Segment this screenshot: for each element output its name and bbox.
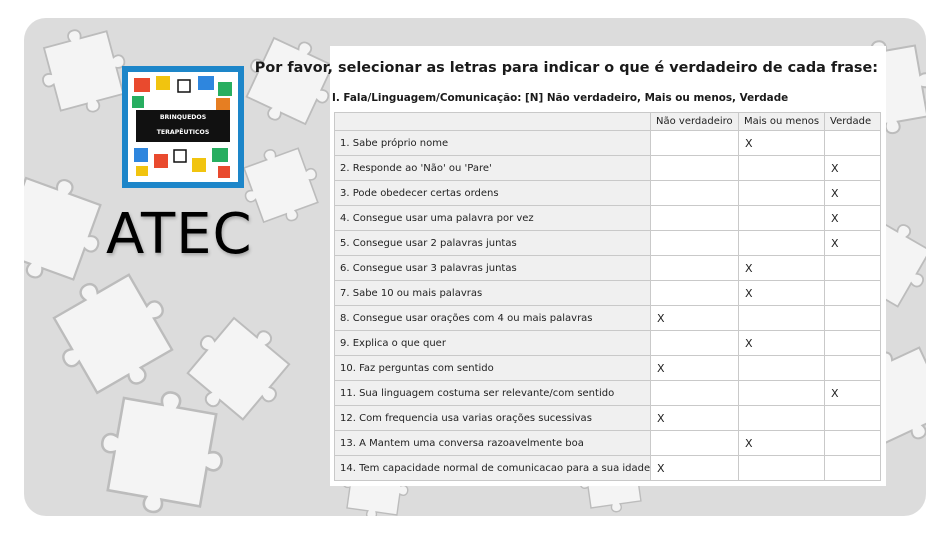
answer-cell-mais-ou-menos[interactable] [739, 231, 825, 256]
answer-cell-nao-verdadeiro[interactable] [651, 281, 739, 306]
question-label: 12. Com frequencia usa varias orações sucessivas [335, 406, 651, 431]
answer-cell-verdade[interactable]: X [825, 206, 881, 231]
table-row [335, 156, 881, 181]
answer-cell-verdade[interactable]: X [825, 231, 881, 256]
slide-heading: ATEC [106, 202, 253, 267]
answer-cell-mais-ou-menos[interactable] [739, 456, 825, 481]
table-row [335, 131, 881, 156]
question-label: 1. Sabe próprio nome [335, 131, 651, 156]
brand-name-line2: TERAPÊUTICOS [156, 129, 210, 136]
table-row [335, 306, 881, 331]
column-header-mais-ou-menos: Mais ou menos [739, 113, 825, 131]
section-title: I. Fala/Linguagem/Comunicação: [N] Não verdadeiro, Mais ou menos, Verdade [332, 92, 789, 104]
column-header-item [335, 113, 651, 131]
answer-cell-mais-ou-menos[interactable] [739, 206, 825, 231]
brand-logo [122, 66, 244, 188]
answer-cell-mais-ou-menos[interactable] [739, 181, 825, 206]
answer-cell-verdade[interactable]: X [825, 156, 881, 181]
answer-cell-mais-ou-menos[interactable]: X [739, 256, 825, 281]
answer-cell-mais-ou-menos[interactable]: X [739, 431, 825, 456]
answer-cell-mais-ou-menos[interactable]: X [739, 131, 825, 156]
answer-cell-mais-ou-menos[interactable]: X [739, 331, 825, 356]
answer-cell-nao-verdadeiro[interactable] [651, 381, 739, 406]
table-row [335, 281, 881, 306]
answer-cell-mais-ou-menos[interactable] [739, 156, 825, 181]
answer-cell-mais-ou-menos[interactable] [739, 406, 825, 431]
question-label: 5. Consegue usar 2 palavras juntas [335, 231, 651, 256]
question-label: 7. Sabe 10 ou mais palavras [335, 281, 651, 306]
table-row [335, 381, 881, 406]
column-header-verdade: Verdade [825, 113, 881, 131]
answer-cell-nao-verdadeiro[interactable] [651, 431, 739, 456]
answer-cell-nao-verdadeiro[interactable] [651, 331, 739, 356]
answer-cell-verdade[interactable]: X [825, 181, 881, 206]
answer-cell-verdade[interactable] [825, 281, 881, 306]
answer-cell-mais-ou-menos[interactable] [739, 306, 825, 331]
answer-cell-nao-verdadeiro[interactable]: X [651, 306, 739, 331]
table-row [335, 256, 881, 281]
questionnaire-panel [254, 46, 886, 486]
question-label: 4. Consegue usar uma palavra por vez [335, 206, 651, 231]
question-label: 11. Sua linguagem costuma ser relevante/com sentido [335, 381, 651, 406]
answer-cell-nao-verdadeiro[interactable] [651, 156, 739, 181]
question-label: 10. Faz perguntas com sentido [335, 356, 651, 381]
brand-logo-inner [128, 72, 238, 182]
answer-cell-mais-ou-menos[interactable] [739, 356, 825, 381]
answer-cell-mais-ou-menos[interactable]: X [739, 281, 825, 306]
table-row [335, 406, 881, 431]
table-row [335, 231, 881, 256]
column-header-nao-verdadeiro: Não verdadeiro [651, 113, 739, 131]
form-title: Por favor, selecionar as letras para indicar o que é verdadeiro de cada frase: [254, 60, 878, 76]
answer-cell-nao-verdadeiro[interactable] [651, 206, 739, 231]
question-label: 9. Explica o que quer [335, 331, 651, 356]
brand-name [136, 110, 230, 142]
answer-cell-nao-verdadeiro[interactable]: X [651, 456, 739, 481]
table-header-row [335, 113, 881, 131]
answer-cell-nao-verdadeiro[interactable] [651, 231, 739, 256]
answer-cell-verdade[interactable] [825, 306, 881, 331]
answer-cell-nao-verdadeiro[interactable]: X [651, 356, 739, 381]
question-label: 8. Consegue usar orações com 4 ou mais palavras [335, 306, 651, 331]
table-row [335, 206, 881, 231]
answer-cell-nao-verdadeiro[interactable]: X [651, 406, 739, 431]
table-row [335, 181, 881, 206]
answer-cell-nao-verdadeiro[interactable] [651, 181, 739, 206]
question-label: 2. Responde ao 'Não' ou 'Pare' [335, 156, 651, 181]
questionnaire-table [334, 112, 881, 481]
question-label: 3. Pode obedecer certas ordens [335, 181, 651, 206]
answer-cell-verdade[interactable] [825, 331, 881, 356]
answer-cell-verdade[interactable] [825, 356, 881, 381]
answer-cell-nao-verdadeiro[interactable] [651, 131, 739, 156]
question-label: 14. Tem capacidade normal de comunicacao para a sua idade [335, 456, 651, 481]
table-row [335, 331, 881, 356]
answer-cell-verdade[interactable] [825, 406, 881, 431]
question-label: 6. Consegue usar 3 palavras juntas [335, 256, 651, 281]
answer-cell-mais-ou-menos[interactable] [739, 381, 825, 406]
table-row [335, 431, 881, 456]
answer-cell-verdade[interactable]: X [825, 381, 881, 406]
answer-cell-verdade[interactable] [825, 256, 881, 281]
table-row [335, 456, 881, 481]
brand-name-line1: BRINQUEDOS [159, 114, 207, 121]
answer-cell-verdade[interactable] [825, 431, 881, 456]
question-label: 13. A Mantem uma conversa razoavelmente boa [335, 431, 651, 456]
answer-cell-verdade[interactable] [825, 131, 881, 156]
answer-cell-nao-verdadeiro[interactable] [651, 256, 739, 281]
table-row [335, 356, 881, 381]
answer-cell-verdade[interactable] [825, 456, 881, 481]
